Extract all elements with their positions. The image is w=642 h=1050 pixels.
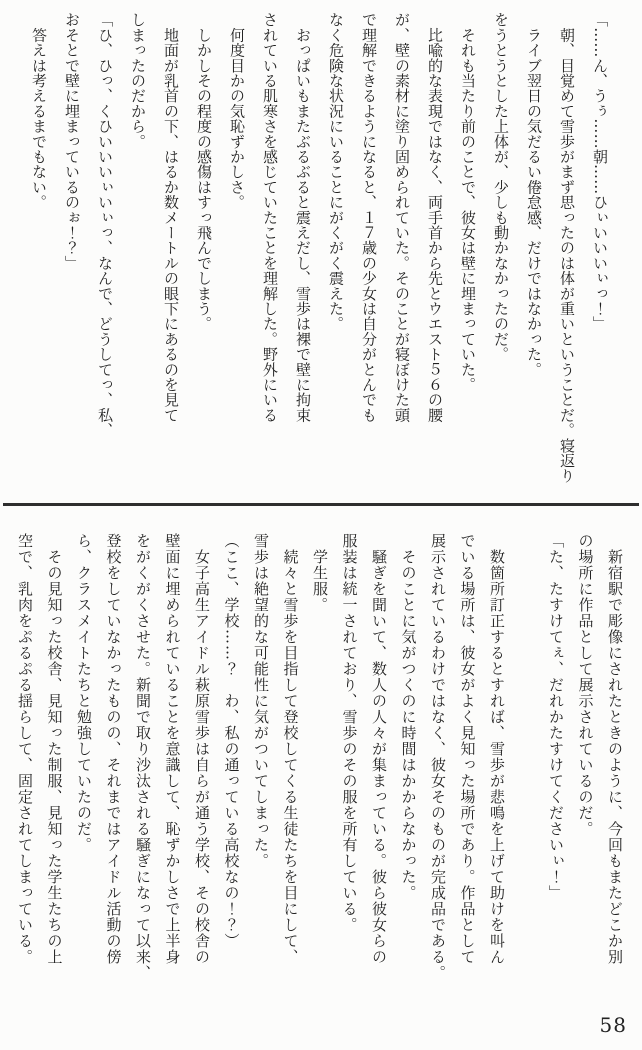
text-line: 「た、たすけてぇ、だれかたすけてくださいぃ！」 <box>547 533 565 901</box>
text-line: 地面が乳首の下、はるか数メートルの眼下にあるのを見て <box>162 12 180 423</box>
text-line: 登校をしていなかったものの、それまではアイドル活動の傍 <box>104 533 123 965</box>
text-line: が、壁の素材に塗り固められていた。そのことが寝ぼけた頭 <box>393 12 411 423</box>
text-line: でいる場所は、彼女がよく見知った場所であり。作品として <box>458 533 477 965</box>
text-line: しかしその程度の感傷はすっ飛んでしまう。 <box>195 12 213 332</box>
text-line: 「ひ、ひっ、くひいいいぃいぃっ、なんで、どうしてっ、私、 <box>96 12 114 438</box>
text-line: おっぱいもまたぶるぶると震えだし、雪歩は裸で壁に拘束 <box>294 12 312 423</box>
text-line: 展示されているわけではなく、彼女そのものが完成品である。 <box>429 533 447 981</box>
text-line: ライブ翌日の気だるい倦怠感、だけではなかった。 <box>525 12 543 377</box>
text-line: の場所に作品として展示されているのだ。 <box>576 533 595 837</box>
text-line: 何度目かの気恥ずかしさ。 <box>228 12 246 210</box>
text-line: をがくがくさせた。新聞で取り沙汰される騒ぎになって以来、 <box>134 533 152 981</box>
narration-block-top <box>20 12 616 504</box>
text-line: 新宿駅で彫像にされたときのように、今回もまたどこか別 <box>606 533 624 965</box>
page-number: 58 <box>599 1013 627 1037</box>
text-line: 空で、乳肉をぷるぷる揺らして、固定されてしまっている。 <box>16 533 34 965</box>
text-line <box>511 533 541 1035</box>
text-line: 数箇所訂正するとすれば、雪歩が悲鳴を上げて助けを叫ん <box>488 533 506 965</box>
text-line: 比喩的な表現ではなく、両手首から先とウエスト５６の腰 <box>426 12 444 423</box>
text-line: しまったのだから。 <box>129 12 147 149</box>
text-line: されている肌寒さを感じていたことを理解した。野外にいる <box>261 12 279 423</box>
section-divider <box>3 503 639 506</box>
text-line: そのことに気がつくのに時間はかからなかった。 <box>399 533 418 901</box>
text-line: 学生服。 <box>311 533 329 613</box>
text-line: をうとうとした上体が、少しも動かなかったのだ。 <box>492 12 510 362</box>
text-line: （ここ、学校……？ わ、私の通っている高校なの！？） <box>222 533 241 949</box>
text-line: 続々と雪歩を目指して登校してくる生徒たちを目にして、 <box>281 533 300 965</box>
text-line: 壁面に埋められていることを意識して、恥ずかしさで上半身 <box>163 533 182 965</box>
text-line: おそとで壁に埋まっているのぉ！？」 <box>63 12 81 271</box>
text-line: なく危険な状況にいることにがくがく震えた。 <box>327 12 345 332</box>
text-line: 「……ん、うぅ……朝……ひぃいいいぃっ！」 <box>591 12 609 332</box>
text-line: 服装は統一されており、雪歩のその服を所有している。 <box>340 533 359 933</box>
text-line: その見知った校舎、見知った制服、見知った学生たちの上 <box>45 533 64 965</box>
text-line: 騒ぎを聞いて、数人の人々が集まっている。彼ら彼女らの <box>370 533 388 965</box>
narration-block-bottom <box>7 533 629 1035</box>
text-line: 女子高生アイドル萩原雪歩は自らが通う学校、その校舎の <box>193 533 211 965</box>
text-line: 雪歩は絶望的な可能性に気がついてしまった。 <box>252 533 270 869</box>
text-line: それも当たり前のことで、彼女は壁に埋まっていた。 <box>459 12 477 392</box>
text-line: 朝、目覚めて雪歩がまず思ったのは体が重いということだ。寝返り <box>558 12 576 484</box>
text-line: ら、クラスメイトたちと勉強していたのだ。 <box>75 533 93 853</box>
text-line: で理解できるようになると、１７歳の少女は自分がとんでも <box>360 12 378 423</box>
text-line: 答えは考えるまでもない。 <box>30 12 48 210</box>
